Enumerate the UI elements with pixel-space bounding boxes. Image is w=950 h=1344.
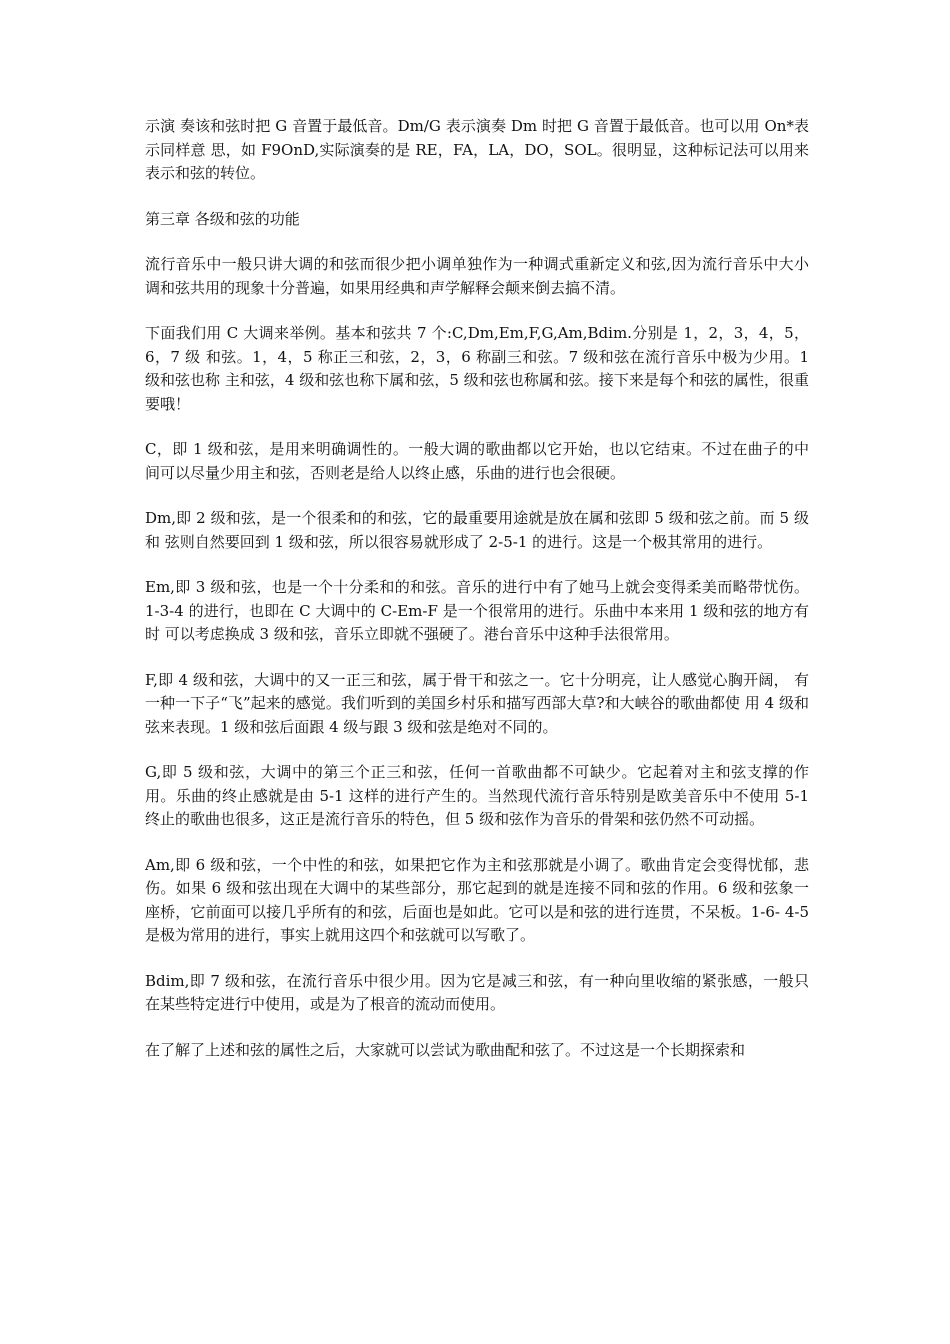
paragraph-chord-bdim: Bdim,即 7 级和弦，在流行音乐中很少用。因为它是减三和弦，有一种向里收缩的紧张感，一般只 在某些特定进行中使用，或是为了根音的流动而使用。	[145, 971, 809, 1013]
paragraph-chord-f: F,即 4 级和弦，大调中的又一正三和弦，属于骨干和弦之一。它十分明亮，让人感觉心胸开阔， 有一种一下子“飞”起来的感觉。我们听到的美国乡村乐和描写西部大草?和大峡谷的歌曲都使 用 4 级和弦来表现。1 级和弦后面跟 4 级与跟 3 级和弦是绝对不同的。	[145, 670, 809, 736]
paragraph-intro: 流行音乐中一般只讲大调的和弦而很少把小调单独作为一种调式重新定义和弦,因为流行音乐中大小调和弦共用的现象十分普遍，如果用经典和声学解释会颠来倒去搞不清。	[145, 255, 809, 297]
document-page	[145, 115, 809, 1084]
paragraph-chord-notation: 示演 奏该和弦时把 G 音置于最低音。Dm/G 表示演奏 Dm 时把 G 音置于最低音。也可以用 On*表示同样意 思，如 F9OnD,实际演奏的是 RE，FA，LA，DO，SOL。很明显，这种标记法可以用来表示和弦的转位。	[145, 117, 809, 182]
paragraph-chord-am: Am,即 6 级和弦，一个中性的和弦，如果把它作为主和弦那就是小调了。歌曲肯定会变得忧郁，悲 伤。如果 6 级和弦出现在大调中的某些部分，那它起到的就是连接不同和弦的作用。6 级和弦象一 座桥，它前面可以接几乎所有的和弦，后面也是如此。它可以是和弦的进行连贯，不呆板。1-6- 4-5 是极为常用的进行，事实上就用这四个和弦就可以写歌了。	[145, 855, 809, 944]
paragraph-chord-em: Em,即 3 级和弦，也是一个十分柔和的和弦。音乐的进行中有了她马上就会变得柔美而略带忧伤。 1-3-4 的进行，也即在 C 大调中的 C-Em-F 是一个很常用的进行。乐曲中本来用 1 级和弦的地方有时 可以考虑换成 3 级和弦，音乐立即就不强硬了。港台音乐中这种手法很常用。	[145, 578, 809, 643]
paragraph-chord-dm: Dm,即 2 级和弦，是一个很柔和的和弦，它的最重要用途就是放在属和弦即 5 级和弦之前。而 5 级和 弦则自然要回到 1 级和弦，所以很容易就形成了 2-5-1 的进行。这是一个极其常用的进行。	[145, 509, 809, 551]
paragraph-chord-c: C，即 1 级和弦，是用来明确调性的。一般大调的歌曲都以它开始，也以它结束。不过在曲子的中 间可以尽量少用主和弦，否则老是给人以终止感，乐曲的进行也会很硬。	[145, 440, 809, 482]
chapter-heading: 第三章 各级和弦的功能	[145, 209, 300, 228]
paragraph-chord-g: G,即 5 级和弦，大调中的第三个正三和弦，任何一首歌曲都不可缺少。它起着对主和弦支撑的作 用。乐曲的终止感就是由 5-1 这样的进行产生的。当然现代流行音乐特别是欧美音乐中不使用 5-1 终止的歌曲也很多，这正是流行音乐的特色，但 5 级和弦作为音乐的骨架和弦仍然不可动摇。	[145, 763, 809, 828]
paragraph-conclusion: 在了解了上述和弦的属性之后，大家就可以尝试为歌曲配和弦了。不过这是一个长期探索和	[145, 1040, 746, 1059]
paragraph-c-major-example: 下面我们用 C 大调来举例。基本和弦共 7 个:C,Dm,Em,F,G,Am,Bdim.分别是 1，2，3，4，5，6，7 级 和弦。1，4，5 称正三和弦，2，3，6 称副三和弦。7 级和弦在流行音乐中极为少用。1 级和弦也称 主和弦，4 级和弦也称下属和弦，5 级和弦也称属和弦。接下来是每个和弦的属性，很重要哦！	[145, 324, 809, 413]
